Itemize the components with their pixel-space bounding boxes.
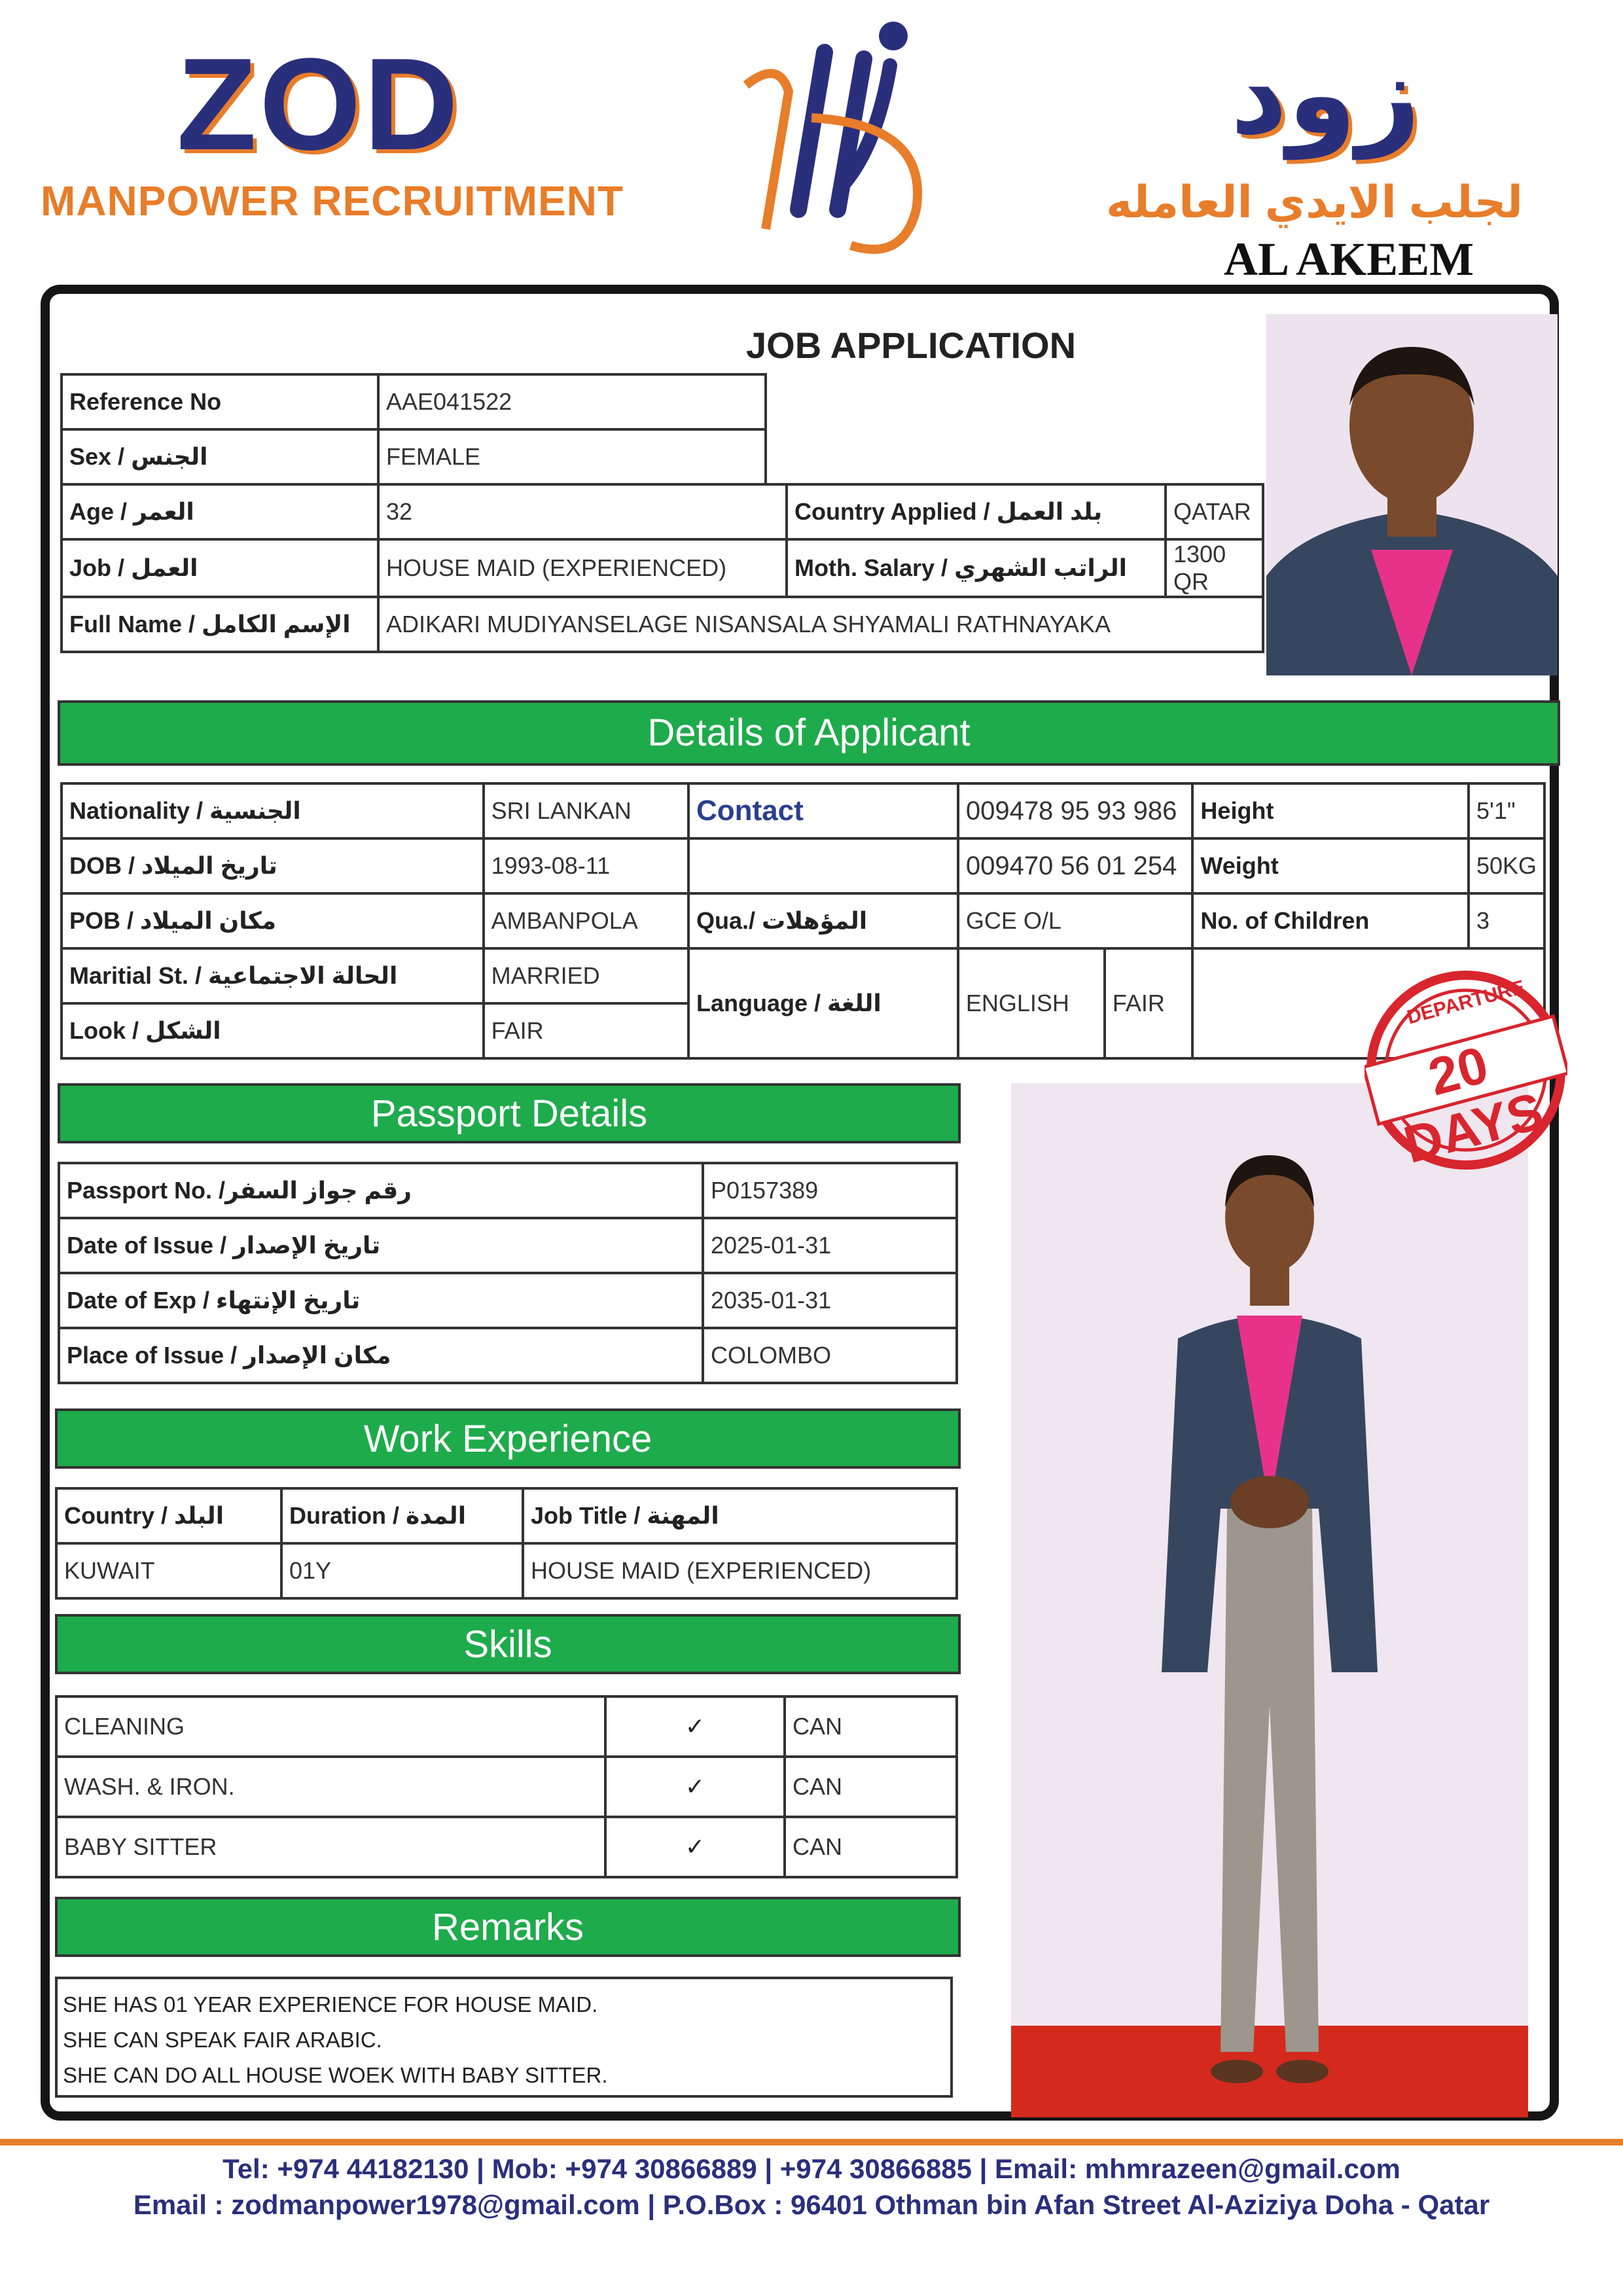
company-logo-icon — [726, 13, 936, 255]
field-value: AAE041522 — [378, 374, 766, 429]
passport-table — [58, 1162, 958, 1384]
arabic-subtitle: لجلب الايدي العامله — [1106, 177, 1524, 227]
field-value: HOUSE MAID (EXPERIENCED) — [378, 539, 787, 597]
field-value: 32 — [378, 484, 787, 539]
table-cell: 01Y — [281, 1543, 523, 1598]
field-value: AMBANPOLA — [484, 893, 688, 948]
remark-line: SHE CAN DO ALL HOUSE WOEK WITH BABY SITTER. — [63, 2063, 608, 2087]
field-value: GCE O/L — [958, 893, 1193, 948]
footer-divider — [0, 2139, 1623, 2145]
field-label: Nationality / الجنسية — [62, 783, 484, 838]
field-value: 1993-08-11 — [484, 838, 688, 893]
field-value: MARRIED — [484, 948, 688, 1003]
applicant-headshot — [1266, 314, 1558, 675]
page-title: JOB APPLICATION — [746, 325, 1077, 366]
field-label: DOB / تاريخ الميلاد — [62, 838, 484, 893]
check-icon: ✓ — [605, 1696, 785, 1757]
section-bar-passport: Passport Details — [58, 1083, 961, 1143]
section-bar-details: Details of Applicant — [58, 700, 1560, 766]
field-label: Full Name / الإسم الكامل — [62, 597, 378, 652]
field-label: Qua./ المؤهلات — [688, 893, 958, 948]
arabic-brand: زود — [1230, 33, 1421, 157]
skills-table — [55, 1695, 958, 1878]
contact-label: Contact — [688, 783, 958, 838]
phone-1: 009478 95 93 986 — [958, 783, 1193, 838]
field-label: No. of Children — [1192, 893, 1469, 948]
field-value: 1300 QR — [1166, 539, 1263, 597]
skill-name: CLEANING — [56, 1696, 605, 1757]
phone-2: 009470 56 01 254 — [958, 838, 1193, 893]
remark-line: SHE CAN SPEAK FAIR ARABIC. — [63, 2028, 382, 2052]
language-cell — [958, 948, 1193, 1058]
field-label: Country Applied / بلد العمل — [787, 484, 1166, 539]
remarks-box — [55, 1977, 953, 2098]
table-cell: HOUSE MAID (EXPERIENCED) — [523, 1543, 957, 1598]
work-table — [55, 1487, 958, 1600]
field-value: SRI LANKAN — [484, 783, 688, 838]
field-value: ENGLISH — [959, 950, 1106, 1057]
field-label: POB / مكان الميلاد — [62, 893, 484, 948]
check-icon: ✓ — [605, 1757, 785, 1817]
field-value: 2035-01-31 — [703, 1273, 957, 1328]
field-label: Moth. Salary / الراتب الشهري — [787, 539, 1166, 597]
field-value: FAIR — [484, 1003, 688, 1058]
skill-level: CAN — [785, 1757, 957, 1817]
field-label: Maritial St. / الحالة الاجتماعية — [62, 948, 484, 1003]
field-value: FAIR — [1112, 990, 1165, 1016]
field-label: Height — [1192, 783, 1469, 838]
section-bar-work: Work Experience — [55, 1408, 961, 1469]
field-label: Age / العمر — [62, 484, 378, 539]
field-label: Reference No — [62, 374, 378, 429]
table-cell: KUWAIT — [56, 1543, 281, 1598]
al-akeem-label: AL AKEEM — [1224, 233, 1474, 285]
stamp-main-text: 20 DAYS — [1398, 1035, 1549, 1174]
column-header: Duration / المدة — [281, 1488, 523, 1543]
field-label: Job / العمل — [62, 539, 378, 597]
skill-name: WASH. & IRON. — [56, 1757, 605, 1817]
applicant-full-photo — [1011, 1083, 1528, 2117]
top-info-table — [60, 373, 767, 486]
stamp-top-text: DEPARTURE — [1404, 976, 1527, 1029]
remark-line: SHE HAS 01 YEAR EXPERIENCE FOR HOUSE MAID. — [63, 1992, 598, 2017]
top-info-table-2 — [60, 483, 1264, 653]
field-value: 5'1" — [1469, 783, 1544, 838]
check-icon: ✓ — [605, 1817, 785, 1877]
field-label: Sex / الجنس — [62, 429, 378, 484]
field-label: Passport No. /رقم جواز السفر — [59, 1163, 703, 1218]
field-label: Look / الشكل — [62, 1003, 484, 1058]
field-value: FEMALE — [378, 429, 766, 484]
field-value: QATAR — [1166, 484, 1263, 539]
field-value: P0157389 — [703, 1163, 957, 1218]
footer-address-line: Email : zodmanpower1978@gmail.com | P.O.Box : 96401 Othman bin Afan Street Al-Aziziya Doha - Qatar — [133, 2189, 1490, 2220]
footer-contact-line: Tel: +974 44182130 | Mob: +974 30866889 | +974 30866885 | Email: mhmrazeen@gmail.com — [223, 2153, 1400, 2184]
skill-name: BABY SITTER — [56, 1817, 605, 1877]
field-label: Language / اللغة — [688, 948, 958, 1058]
field-value: 3 — [1469, 893, 1544, 948]
field-value: ADIKARI MUDIYANSELAGE NISANSALA SHYAMALI RATHNAYAKA — [378, 597, 1263, 652]
applicant-details-table — [60, 782, 1546, 1060]
skill-level: CAN — [785, 1696, 957, 1757]
field-label: Place of Issue / مكان الإصدار — [59, 1328, 703, 1383]
column-header: Job Title / المهنة — [523, 1488, 957, 1543]
section-bar-remarks: Remarks — [55, 1897, 961, 1957]
section-bar-skills: Skills — [55, 1614, 961, 1674]
field-label: Date of Exp / تاريخ الإنتهاء — [59, 1273, 703, 1328]
field-label: Date of Issue / تاريخ الإصدار — [59, 1218, 703, 1273]
column-header: Country / البلد — [56, 1488, 281, 1543]
brand-logo-text: ZOD — [177, 31, 461, 177]
field-value: 50KG — [1469, 838, 1544, 893]
field-value: COLOMBO — [703, 1328, 957, 1383]
field-value: 2025-01-31 — [703, 1218, 957, 1273]
skill-level: CAN — [785, 1817, 957, 1877]
brand-subtitle: MANPOWER RECRUITMENT — [41, 177, 624, 224]
field-label: Weight — [1192, 838, 1469, 893]
departure-stamp — [1364, 946, 1567, 1198]
